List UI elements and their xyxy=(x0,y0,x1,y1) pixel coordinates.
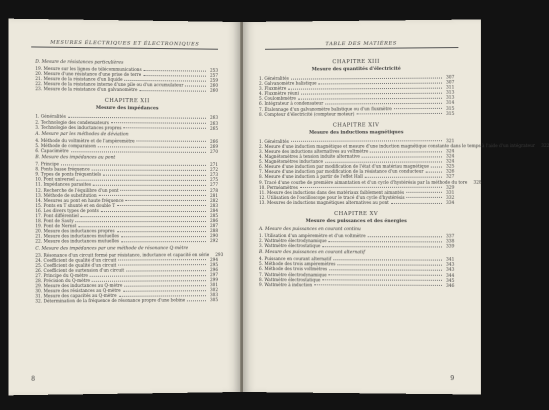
toc-entry-text: 24. Coefficient de qualité d'un circuit xyxy=(35,257,117,263)
toc-entry-text: 8. Ponts basse fréquence xyxy=(35,166,90,172)
toc-entry-page: 281 xyxy=(210,192,219,198)
dot-leader xyxy=(325,159,442,163)
toc-entry-text: 26. Coefficient de surtension d'un circuit xyxy=(35,267,125,273)
dot-leader xyxy=(362,153,442,157)
toc-entry-text: 2. Mesure d'une induction magnétique et mesure d'une induction magnétique constante dans le temps à l'aide d'un intégrateur xyxy=(258,142,535,149)
dot-leader xyxy=(71,148,206,152)
toc-entry-page: 339 xyxy=(446,243,455,249)
right-running-head: TABLE DES MATIÈRES xyxy=(265,40,458,50)
toc-entry-page: 326 xyxy=(446,168,455,174)
dot-leader xyxy=(407,195,442,199)
toc-entry-page: 313 xyxy=(446,95,455,101)
toc-entry-page: 287 xyxy=(210,223,219,229)
dot-leader xyxy=(301,90,442,95)
toc-entry-page: 277 xyxy=(210,182,219,188)
toc-entry-text: 19. Mesure sur les lignes de télécommunications xyxy=(35,65,142,72)
toc-entry xyxy=(259,243,454,249)
dot-leader xyxy=(298,95,442,100)
toc-entry-text: 4. Magnétomètres à tension induite alternative xyxy=(258,153,360,159)
section-title: A. Mesure des puissances en courant continu xyxy=(258,226,361,233)
toc-entry-text: 2. Technologie des condensateurs xyxy=(35,119,109,125)
toc-entry-page: 296 xyxy=(210,266,219,272)
toc-entry-text: 20. Mesure d'une résistance d'une prise de terre xyxy=(35,70,142,78)
toc-entry-text: 3. Fluxmètre xyxy=(258,85,287,92)
dot-leader xyxy=(333,257,442,261)
dot-leader xyxy=(118,257,206,261)
toc-entry-page: 299 xyxy=(210,277,219,283)
dot-leader xyxy=(137,138,206,142)
toc-entry-text: 30. Mesure des résistances au Q-mètre xyxy=(35,287,121,294)
toc-entry-page: 263 xyxy=(210,120,219,126)
chapter-title: Mesure des inductions magnétiques xyxy=(308,130,404,136)
toc-entry-page: 266 xyxy=(210,138,219,144)
toc-entry-text: 23. Mesure de la résistance d'un galvanomètre xyxy=(35,86,138,93)
toc-entry xyxy=(259,110,454,116)
toc-entry-page: 257 xyxy=(210,72,219,78)
chapter-title: Mesure des quantités d'électricité xyxy=(311,66,401,73)
toc-entry-page: 269 xyxy=(210,143,219,149)
dot-leader xyxy=(368,233,442,237)
toc-entry xyxy=(35,124,218,130)
dot-leader xyxy=(124,125,206,129)
dot-leader xyxy=(111,120,206,124)
dot-leader xyxy=(291,74,442,79)
toc-entry-text: 3. Wattmètre électrostatique xyxy=(258,243,321,249)
dot-leader xyxy=(119,293,206,297)
toc-entry-text: 27. Principe du Q-mètre xyxy=(35,272,88,279)
toc-entry-page: 346 xyxy=(446,282,455,288)
toc-entry-page: 343 xyxy=(446,267,455,273)
chapter-heading: CHAPITRE XIV xyxy=(332,122,380,129)
toc-entry xyxy=(35,86,218,93)
toc-entry-text: 12. Utilisation de l'oscilloscope pour le tracé d'un cycle d'hystérésis xyxy=(258,194,405,200)
toc-entry-text: 20. Mesure des inductances propres xyxy=(35,228,115,234)
dot-leader xyxy=(92,277,206,281)
dot-leader xyxy=(337,262,442,266)
toc-entry-page: 307 xyxy=(446,79,455,85)
toc-entry-text: 22. Mesure de la résistance interne d'une pile ou d'un accumulateur xyxy=(35,81,184,88)
toc-entry-text: 28. Précision du Q-mètre xyxy=(35,277,90,284)
dot-leader xyxy=(118,262,206,266)
toc-entry-text: 10. Pont universel xyxy=(35,176,75,182)
toc-entry-page: 292 xyxy=(210,238,219,244)
toc-entry-text: 7. Étalonnage d'un galvanomètre balistique ou d'un fluxmètre xyxy=(258,105,392,112)
toc-entry-text: 10. Perméamètres xyxy=(258,184,298,190)
toc-entry-text: 16. Les divers types de ponts xyxy=(35,207,99,213)
section-title: A. Mesure par les méthodes de déviation xyxy=(35,131,129,138)
toc-entry-page: 324 xyxy=(446,153,455,159)
left-toc xyxy=(35,58,224,304)
chapter-heading: CHAPITRE XV xyxy=(334,210,379,218)
right-page xyxy=(243,19,549,394)
toc-entry-page: 265 xyxy=(210,125,219,131)
toc-entry-page: 263 xyxy=(210,115,219,121)
toc-entry-page: 270 xyxy=(210,148,219,154)
toc-entry-page: 331 xyxy=(446,189,455,195)
toc-entry-text: 5. Méthode de comparaison xyxy=(35,142,96,149)
right-page-number: 9 xyxy=(450,375,455,383)
toc-entry-page: 341 xyxy=(446,256,455,262)
dot-leader xyxy=(81,213,206,217)
dot-leader xyxy=(68,114,206,119)
toc-entry-text: 12. Recherche de l'équilibre d'un pont xyxy=(35,187,119,193)
toc-entry-text: 8. Mesure d'une induction à partir de l'effet Hall xyxy=(258,174,363,180)
toc-entry-text: 7. Wattmètre électrodynamique xyxy=(258,271,327,277)
toc-entry-text: 17. Pont différentiel xyxy=(35,213,79,219)
toc-entry-text: 6. Intégrateur à condensateur xyxy=(258,100,324,107)
toc-entry-text: 8. Wattmètre électrostatique xyxy=(258,276,321,282)
toc-entry-page: 321 xyxy=(446,137,455,144)
toc-entry-text: 11. Impédances parasites xyxy=(35,182,92,188)
dot-leader xyxy=(124,282,206,286)
toc-entry-page: 253 xyxy=(210,67,219,73)
toc-entry-page: 259 xyxy=(210,77,219,83)
toc-entry xyxy=(35,148,218,154)
dot-leader xyxy=(431,164,442,168)
toc-entry-page: 322 xyxy=(541,142,549,148)
toc-entry-page: 343 xyxy=(446,261,455,268)
dot-leader xyxy=(121,233,206,237)
dot-leader xyxy=(365,174,442,178)
left-page xyxy=(8,19,240,396)
toc-entry-page: 260 xyxy=(210,82,219,89)
toc-entry-page: 315 xyxy=(446,105,455,111)
left-running-head: MESURES ÉLECTRIQUES ET ÉLECTRONIQUES xyxy=(31,39,218,49)
dot-leader xyxy=(329,272,442,276)
toc-entry-text: 6. Capacimètre xyxy=(35,148,69,154)
toc-entry-page: 295 xyxy=(210,261,219,267)
toc-entry-text: 23. Résonance d'un circuit formé par résistance, inductance et capacité en série xyxy=(35,251,210,258)
dot-leader xyxy=(126,198,206,202)
toc-entry-text: 19. Pont de Nernst xyxy=(35,223,77,229)
toc-entry-page: 283 xyxy=(210,202,219,208)
toc-entry-page: 328 xyxy=(473,179,482,185)
dot-leader xyxy=(123,287,206,291)
dot-leader xyxy=(61,161,206,165)
toc-entry-page: 293 xyxy=(215,251,224,257)
toc-entry-text: 13. Mesures de inductions magnétiques alternatives au pont xyxy=(258,199,389,205)
toc-entry-text: 4. Puissance en courant alternatif xyxy=(258,256,332,262)
toc-entry xyxy=(35,298,218,304)
dot-leader xyxy=(98,143,206,147)
dot-leader xyxy=(356,111,442,115)
toc-entry-page: 329 xyxy=(446,184,455,190)
toc-entry-text: 15. Ponts en T shunté et en double T xyxy=(35,202,116,208)
toc-entry-text: 13. Méthode de substitution xyxy=(35,192,97,198)
dot-leader xyxy=(329,267,442,271)
dot-leader xyxy=(117,228,206,232)
toc-entry-page: 271 xyxy=(210,161,219,167)
toc-entry-page: 324 xyxy=(446,158,455,164)
toc-entry-text: 5. Magnétomètres inductance xyxy=(258,158,323,165)
toc-entry-text: 11. Mesure des inductions dans des matériaux faiblement aimantés xyxy=(258,189,405,195)
toc-entry-page: 337 xyxy=(446,233,455,239)
dot-leader xyxy=(144,67,206,71)
toc-entry-text: 8. Compteur d'électricité (compteur moteur) xyxy=(258,111,355,117)
toc-entry-page: 325 xyxy=(446,163,455,169)
toc-entry-text: 29. Mesure des inductances au Q-mètre xyxy=(35,282,123,289)
toc-entry-page: 294 xyxy=(210,256,219,262)
section-title: B. Mesure des puissances en courant alternatif xyxy=(258,250,365,256)
dot-leader xyxy=(322,243,442,247)
toc-entry-text: 9. Tracé d'une courbe de première aimantation et d'un cycle d'hystérésis par la méthode du tore xyxy=(258,179,468,185)
toc-entry-text: 2. Wattmètre électrodynamique xyxy=(258,238,327,244)
toc-entry-page: 324 xyxy=(446,148,455,154)
section-title: B. Mesure des impédances au pont xyxy=(35,155,116,161)
toc-entry xyxy=(35,238,218,244)
toc-entry-page: 302 xyxy=(210,287,219,293)
toc-entry-text: 1. Généralités xyxy=(258,75,289,81)
toc-entry-text: 32. Détermination de la fréquence de résonance propre d'une bobine xyxy=(35,297,186,304)
toc-entry-page: 303 xyxy=(210,292,219,298)
dot-leader xyxy=(187,298,206,302)
toc-entry-page: 272 xyxy=(210,167,219,173)
chapter-title: Mesure des puissances et des énergies xyxy=(305,219,407,225)
dot-leader xyxy=(394,105,442,109)
chapter-heading: CHAPITRE XII xyxy=(104,98,150,105)
dot-leader xyxy=(319,80,442,85)
dot-leader xyxy=(391,200,442,204)
chapter-heading: CHAPITRE XIII xyxy=(332,58,380,66)
toc-entry-page: 307 xyxy=(446,74,455,80)
toc-entry-page: 344 xyxy=(446,272,455,278)
dot-leader xyxy=(117,203,206,207)
dot-leader xyxy=(77,177,206,181)
toc-entry-text: 1. Généralités xyxy=(258,138,289,144)
dot-leader xyxy=(325,100,442,104)
toc-entry-text: 1. Utilisation d'un ampèremètre et d'un voltmètre xyxy=(258,232,366,239)
toc-entry-text: 18. Pont de Sauty xyxy=(35,218,74,224)
toc-entry-page: 297 xyxy=(210,272,219,278)
chapter-title: Mesure des impédances xyxy=(95,106,159,112)
dot-leader xyxy=(185,83,206,87)
section-title: C. Mesure des impédances par une méthode de résonance Q-mètre xyxy=(35,245,189,252)
toc-entry-page: 286 xyxy=(210,218,219,224)
toc-entry-text: 4. Méthode du voltmètre et de l'ampèremètre xyxy=(35,137,135,144)
toc-entry-page: 290 xyxy=(210,233,219,239)
dot-leader xyxy=(300,184,442,188)
dot-leader xyxy=(90,272,206,276)
dot-leader xyxy=(139,87,206,91)
toc-entry-page: 260 xyxy=(210,88,219,94)
toc-entry-page: 301 xyxy=(210,282,219,288)
dot-leader xyxy=(143,72,206,76)
dot-leader xyxy=(314,282,442,286)
toc-entry-text: 9. Wattmètre à induction xyxy=(258,281,313,288)
toc-entry-page: 275 xyxy=(210,177,219,183)
toc-entry-text: 9. Types de ponts fréquentiels xyxy=(35,171,102,177)
toc-entry-page: 282 xyxy=(210,197,219,203)
toc-entry-text: 5. Méthode des trois ampèremètres xyxy=(258,261,336,267)
toc-entry xyxy=(259,282,454,288)
toc-entry-page: 314 xyxy=(446,100,455,106)
dot-leader xyxy=(78,223,206,227)
toc-entry-page: 315 xyxy=(446,110,455,116)
dot-leader xyxy=(121,239,206,243)
toc-entry-text: 21. Mesure de la résistance d'un liquide xyxy=(35,76,123,83)
right-toc xyxy=(258,58,549,288)
dot-leader xyxy=(370,148,442,152)
dot-leader xyxy=(99,192,206,196)
dot-leader xyxy=(103,172,206,176)
dot-leader xyxy=(121,187,206,191)
dot-leader xyxy=(76,218,206,222)
toc-entry-text: 6. Méthode des trois voltmètres xyxy=(258,266,328,272)
toc-entry-text: 21. Mesure des inductances mutuelles xyxy=(35,233,119,239)
toc-entry-text: 22. Mesure des inductances mutuelles xyxy=(35,238,119,245)
toc-entry-page: 338 xyxy=(446,238,455,244)
dot-leader xyxy=(322,277,442,281)
toc-entry-text: 5. Coulombmètre xyxy=(258,96,296,102)
toc-entry-text: 7. Mesure d'une induction par modification de la résistance d'un conducteur xyxy=(258,168,424,175)
toc-entry-text: 14. Mesures au pont en haute fréquence xyxy=(35,197,124,203)
dot-leader xyxy=(288,85,442,90)
toc-entry-page: 284 xyxy=(210,207,219,213)
dot-leader xyxy=(291,138,442,142)
dot-leader xyxy=(406,189,442,193)
toc-entry-text: 3. Mesure des inductions alternatives au voltmètre xyxy=(258,148,369,154)
toc-entry-page: 311 xyxy=(446,84,455,90)
toc-entry-text: 3. Technologie des inductances propres xyxy=(35,124,122,130)
toc-entry-text: 6. Mesure d'une induction par modification de l'état d'un matériau magnétique xyxy=(258,163,429,170)
toc-entry-text: 31. Mesure des capacités au Q-mètre xyxy=(35,293,117,299)
dot-leader xyxy=(329,238,442,242)
toc-entry-text: 25. Coefficient de qualité d'un circuit xyxy=(35,262,117,268)
toc-entry-text: 2. Galvanomètre balistique xyxy=(258,80,317,86)
toc-entry-page: 305 xyxy=(210,297,219,303)
toc-entry-page: 332 xyxy=(446,194,455,200)
toc-entry-text: 7. Principe xyxy=(35,161,59,167)
dot-leader xyxy=(92,167,206,171)
toc-entry-text: 4. Fluxmètre réuni xyxy=(258,90,299,97)
toc-entry-page: 288 xyxy=(210,228,219,234)
toc-entry-page: 273 xyxy=(210,172,219,178)
toc-entry-page: 327 xyxy=(446,174,455,180)
dot-leader xyxy=(93,182,206,186)
toc-entry-text: 1. Généralités xyxy=(35,114,66,120)
left-page-number: 8 xyxy=(31,375,36,383)
section-title: D. Mesure de résistances particulières xyxy=(35,59,124,66)
toc-entry-page: 345 xyxy=(446,277,455,283)
dot-leader xyxy=(101,208,206,212)
toc-entry-page: 334 xyxy=(446,199,455,205)
toc-entry xyxy=(259,200,454,205)
toc-entry-page: 313 xyxy=(446,89,455,95)
toc-entry-page: 285 xyxy=(210,212,219,218)
dot-leader xyxy=(125,77,206,82)
toc-entry-page: 278 xyxy=(210,187,219,193)
dot-leader xyxy=(426,169,442,173)
dot-leader xyxy=(126,267,206,271)
